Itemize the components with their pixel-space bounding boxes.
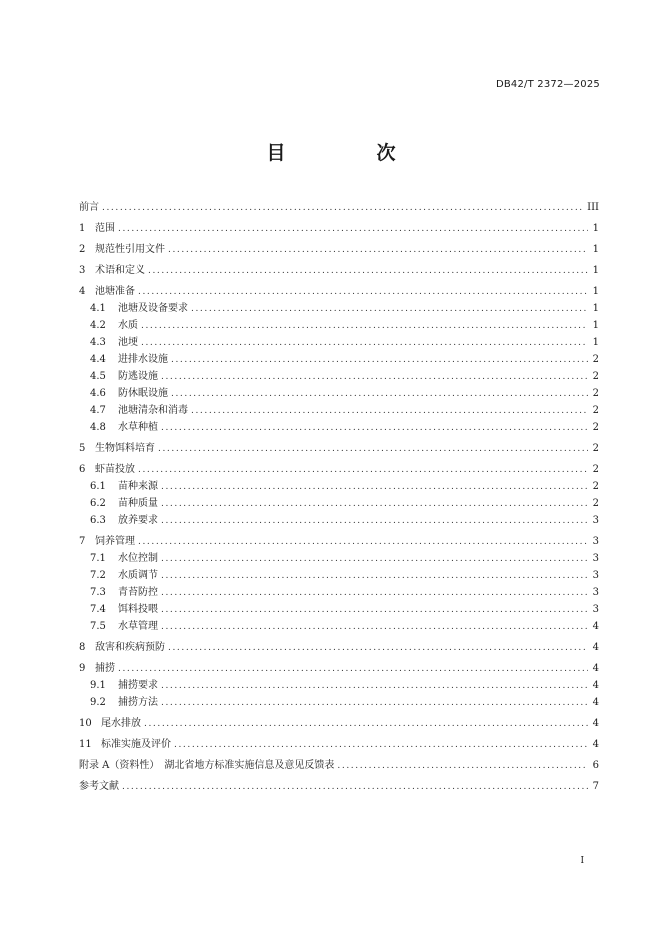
toc-entry[interactable] <box>79 351 599 368</box>
toc-entry-page: 3 <box>592 536 599 547</box>
toc-entry-page: 4 <box>592 663 599 674</box>
toc-entry[interactable] <box>79 478 599 495</box>
toc-entry-title: 防休眠设施 <box>118 388 168 399</box>
toc-entry[interactable] <box>79 440 599 457</box>
toc-entry-page: 4 <box>592 739 599 750</box>
toc-entry-number: 10 <box>79 718 92 729</box>
toc-entry-page: 1 <box>592 286 599 297</box>
toc-entry-number: 4.8 <box>90 422 106 433</box>
toc-entry-page: 1 <box>592 223 599 234</box>
toc-entry-number: 9.2 <box>90 697 106 708</box>
toc-entry-number: 4.1 <box>90 303 106 314</box>
toc-entry-page: 3 <box>592 570 599 581</box>
toc-entry[interactable] <box>79 199 599 216</box>
toc-entry-number: 8 <box>79 642 86 653</box>
toc-entry-number: 6.3 <box>90 515 106 526</box>
dot-leader <box>337 758 588 775</box>
dot-leader <box>158 441 588 458</box>
toc-entry-title: 水质调节 <box>118 570 158 581</box>
toc-entry-title: 防逃设施 <box>118 371 158 382</box>
toc-entry[interactable] <box>79 736 599 753</box>
toc-entry[interactable] <box>79 495 599 512</box>
toc-entry[interactable] <box>79 618 599 635</box>
toc-entry[interactable] <box>79 601 599 618</box>
toc-entry[interactable] <box>79 419 599 436</box>
toc-entry-page: 3 <box>592 587 599 598</box>
toc-entry-page: 1 <box>592 320 599 331</box>
toc-entry-title: 术语和定义 <box>95 265 145 276</box>
toc-entry-number: 7.5 <box>90 621 106 632</box>
toc-entry-title: 水草种植 <box>118 422 158 433</box>
dot-leader <box>141 335 588 352</box>
toc-entry-page: 3 <box>592 515 599 526</box>
toc-entry-title: 放养要求 <box>118 515 158 526</box>
dot-leader <box>161 513 588 530</box>
toc-entry-title: 前言 <box>79 202 99 213</box>
toc-entry-number: 4.5 <box>90 371 106 382</box>
toc-entry-title: 捕捞要求 <box>118 680 158 691</box>
toc-entry-title: 规范性引用文件 <box>95 244 165 255</box>
toc-entry-page: III <box>587 202 599 213</box>
dot-leader <box>161 420 588 437</box>
toc-entry[interactable] <box>79 300 599 317</box>
toc-entry[interactable] <box>79 715 599 732</box>
toc-entry-page: 2 <box>592 354 599 365</box>
dot-leader <box>168 640 588 657</box>
toc-entry-number: 7.2 <box>90 570 106 581</box>
toc-entry-page: 4 <box>592 642 599 653</box>
toc-entry-page: 2 <box>592 443 599 454</box>
toc-entry[interactable] <box>79 550 599 567</box>
dot-leader <box>191 403 588 420</box>
toc-entry[interactable] <box>79 677 599 694</box>
dot-leader <box>161 695 588 712</box>
toc-entry-number: 2 <box>79 244 86 255</box>
toc-entry-page: 2 <box>592 481 599 492</box>
dot-leader <box>171 386 588 403</box>
toc-entry-page: 4 <box>592 718 599 729</box>
dot-leader <box>118 221 588 238</box>
toc-entry-page: 2 <box>592 388 599 399</box>
toc-entry-page: 1 <box>592 265 599 276</box>
dot-leader <box>161 479 588 496</box>
toc-entry-number: 7.3 <box>90 587 106 598</box>
toc-entry-title: 标准实施及评价 <box>101 739 171 750</box>
toc-entry[interactable] <box>79 757 599 774</box>
toc-entry-number: 4.6 <box>90 388 106 399</box>
dot-leader <box>138 534 588 551</box>
toc-entry-page: 2 <box>592 371 599 382</box>
toc-entry-page: 2 <box>592 464 599 475</box>
dot-leader <box>102 200 584 217</box>
toc-entry-page: 6 <box>592 760 599 771</box>
page-number: I <box>580 856 584 866</box>
toc-entry-number: 3 <box>79 265 86 276</box>
toc-entry-title: 捕捞方法 <box>118 697 158 708</box>
dot-leader <box>171 352 588 369</box>
dot-leader <box>174 737 588 754</box>
toc-entry[interactable] <box>79 283 599 300</box>
dot-leader <box>122 779 588 796</box>
toc-entry-title: 池塘及设备要求 <box>118 303 188 314</box>
toc-entry-title: 虾苗投放 <box>95 464 135 475</box>
dot-leader <box>138 462 588 479</box>
toc-entry[interactable] <box>79 334 599 351</box>
toc-entry[interactable] <box>79 368 599 385</box>
toc-entry[interactable] <box>79 512 599 529</box>
toc-entry-title: 范围 <box>95 223 115 234</box>
toc-entry[interactable] <box>79 461 599 478</box>
toc-entry-number: 4 <box>79 286 86 297</box>
toc-entry-page: 2 <box>592 405 599 416</box>
toc-entry-page: 3 <box>592 604 599 615</box>
toc-entry-page: 1 <box>592 337 599 348</box>
toc-entry-number: 5 <box>79 443 86 454</box>
toc-entry-title: 敌害和疾病预防 <box>95 642 165 653</box>
dot-leader <box>161 602 588 619</box>
page-title: 目 次 <box>266 142 432 164</box>
dot-leader <box>161 369 588 386</box>
toc-entry[interactable] <box>79 262 599 279</box>
toc-entry[interactable] <box>79 584 599 601</box>
toc-entry[interactable] <box>79 402 599 419</box>
dot-leader <box>161 568 588 585</box>
toc-entry-title: 池塘清杂和消毒 <box>118 405 188 416</box>
toc-entry-title: 水位控制 <box>118 553 158 564</box>
toc-entry-number: 7.1 <box>90 553 106 564</box>
document-code: DB42/T 2372—2025 <box>495 79 600 90</box>
toc-entry[interactable] <box>79 694 599 711</box>
toc-entry[interactable] <box>79 317 599 334</box>
dot-leader <box>161 496 588 513</box>
toc-entry-page: 1 <box>592 244 599 255</box>
toc-entry-number: 9.1 <box>90 680 106 691</box>
toc-entry-title: 捕捞 <box>95 663 115 674</box>
toc-entry-page: 3 <box>592 553 599 564</box>
toc-entry-number: 6.1 <box>90 481 106 492</box>
toc-entry-page: 1 <box>592 303 599 314</box>
toc-entry-page: 7 <box>592 781 599 792</box>
toc-entry-number: 4.2 <box>90 320 106 331</box>
toc-entry-title: 苗种来源 <box>118 481 158 492</box>
toc-entry[interactable] <box>79 220 599 237</box>
toc-entry-page: 4 <box>592 697 599 708</box>
toc-entry-title: 饵料投喂 <box>118 604 158 615</box>
toc-entry-title: 进排水设施 <box>118 354 168 365</box>
toc-entry-title: 青苔防控 <box>118 587 158 598</box>
table-of-contents <box>79 199 599 795</box>
toc-entry-title: 苗种质量 <box>118 498 158 509</box>
toc-entry-number: 7.4 <box>90 604 106 615</box>
dot-leader <box>161 585 588 602</box>
toc-entry[interactable] <box>79 778 599 795</box>
toc-entry-number: 1 <box>79 223 86 234</box>
dot-leader <box>144 716 588 733</box>
toc-entry-number: 9 <box>79 663 86 674</box>
toc-entry-title: 池塘准备 <box>95 286 135 297</box>
toc-entry-number: 7 <box>79 536 86 547</box>
toc-entry[interactable] <box>79 385 599 402</box>
toc-entry-page: 2 <box>592 422 599 433</box>
toc-entry-title: 参考文献 <box>79 781 119 792</box>
toc-entry[interactable] <box>79 241 599 258</box>
toc-entry-page: 4 <box>592 680 599 691</box>
toc-entry-title: 生物饵料培育 <box>95 443 155 454</box>
toc-entry-title: 水草管理 <box>118 621 158 632</box>
toc-entry-title: 饲养管理 <box>95 536 135 547</box>
toc-entry-page: 2 <box>592 498 599 509</box>
dot-leader <box>148 263 588 280</box>
toc-entry[interactable] <box>79 533 599 550</box>
toc-entry-title: 水质 <box>118 320 138 331</box>
toc-entry-number: 11 <box>79 739 92 750</box>
toc-entry-title: 尾水排放 <box>101 718 141 729</box>
dot-leader <box>161 678 588 695</box>
toc-entry-number: 6.2 <box>90 498 106 509</box>
toc-entry[interactable] <box>79 660 599 677</box>
dot-leader <box>118 661 588 678</box>
toc-entry-number: 6 <box>79 464 86 475</box>
dot-leader <box>191 301 588 318</box>
dot-leader <box>161 619 588 636</box>
toc-entry-title: 附录 A（资料性） 湖北省地方标准实施信息及意见反馈表 <box>79 760 335 771</box>
toc-entry-number: 4.3 <box>90 337 106 348</box>
toc-entry[interactable] <box>79 639 599 656</box>
toc-entry-number: 4.4 <box>90 354 106 365</box>
dot-leader <box>161 551 588 568</box>
dot-leader <box>168 242 588 259</box>
toc-entry[interactable] <box>79 567 599 584</box>
dot-leader <box>138 284 588 301</box>
dot-leader <box>141 318 588 335</box>
toc-entry-title: 池埂 <box>118 337 138 348</box>
toc-entry-number: 4.7 <box>90 405 106 416</box>
toc-entry-page: 4 <box>592 621 599 632</box>
